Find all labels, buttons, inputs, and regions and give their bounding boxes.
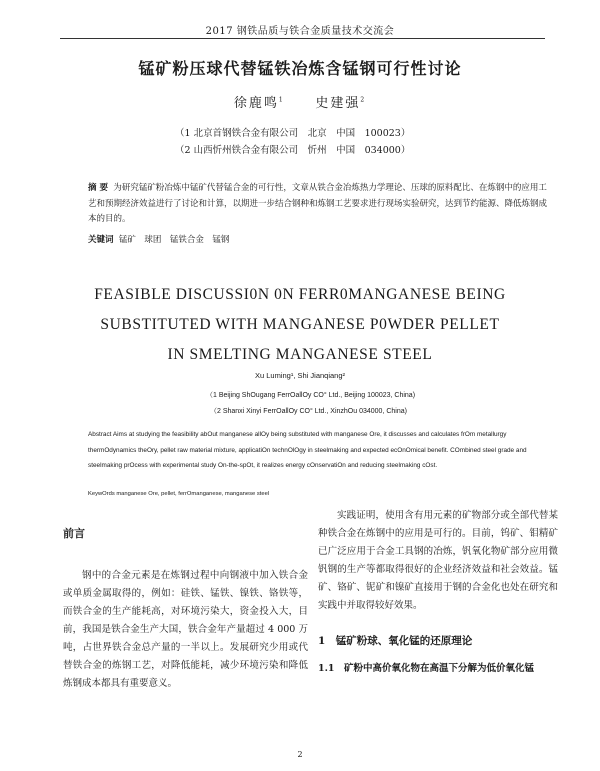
- abstract-label: 摘 要: [88, 183, 108, 193]
- english-title-line-1: FEASIBLE DISCUSSI0N 0N FERR0MANGANESE BEING: [94, 286, 506, 303]
- author-1-sup: 1: [278, 96, 285, 104]
- author-2: 史建强: [315, 96, 361, 111]
- author-2-sup: 2: [360, 96, 367, 104]
- right-column: [318, 507, 558, 678]
- english-title-line-3: IN SMELTING MANGANESE STEEL: [167, 346, 433, 363]
- chinese-affiliation-2: （2 山西忻州铁合金有限公司 忻州 中国 034000）: [175, 145, 411, 156]
- english-keywords: KeywOrds manganese Ore, pellet, ferrOmanganese, manganese steel: [88, 491, 270, 497]
- section-heading-preface: 前言: [63, 527, 85, 540]
- chinese-affiliation-1: （1 北京首钢铁合金有限公司 北京 中国 100023）: [175, 128, 411, 139]
- english-affiliation-1: （1 Beijing ShOugang FerrOallOy CO° Ltd., Beijing 100023, China): [206, 392, 416, 399]
- left-column: [63, 525, 308, 693]
- english-affiliation-2: （2 Shanxi Xinyi FerrOallOy CO° Ltd., XinzhOu 034000, China): [210, 408, 407, 415]
- practice-paragraph: 实践证明，使用含有用元素的矿物部分或全部代替某种铁合金在炼钢中的应用是可行的。目前，钨矿、钼精矿已广泛应用于合金工具钢的冶炼，钒氧化物矿部分应用微钒钢的生产等都取得很好的企业经济效益和社会效益。锰矿、铬矿、铌矿和镍矿直接用于钢的合金化也处在研究和实践中并取得较好效果。: [318, 510, 558, 611]
- abstract-text: 为研究锰矿粉冶炼中锰矿代替锰合金的可行性，文章从铁合金冶炼热力学理论、压球的原料配比、在炼钢中的应用工艺和预期经济效益进行了讨论和计算，以期进一步结合钢种和炼钢工艺要求进行现场实验研究，达到节约能源、降低炼钢成本的目的。: [88, 183, 548, 224]
- subsection-heading-1-1: 1.1 矿粉中高价氧化物在高温下分解为低价氧化锰: [318, 663, 535, 674]
- page-number: 2: [297, 750, 303, 759]
- running-header: 2017 钢铁品质与铁合金质量技术交流会: [205, 26, 395, 37]
- preface-paragraph: 钢中的合金元素是在炼钢过程中向钢液中加入铁合金或单质金属取得的，例如：硅铁、锰铁、镍铁、铬铁等，而铁合金的生产能耗高，对环境污染大，资金投入大，目前，我国是铁合金生产大国，铁合金年产量超过 4 000 万吨，占世界铁合金总产量的一半以上。发展研究少用或代替铁合金的炼钢工艺，对降低能耗，减少环境污染和降低炼钢成本都具有重要意义。: [63, 570, 308, 689]
- english-abstract: Abstract Aims at studying the feasibility abOut manganese allOy being substituted with manganese Ore, it discusses and calculates frOm metallurgy thermOdynamics theOry, pellet raw material mixture, applicatiOn technOlOgy in steelmaking and expected ecOnOmical benefit. COmbined steel grade and steelmaking prOcess with experimental study On-the-spOt, it realizes energy cOnservatiOn and reducing steelmaking cOst.: [88, 431, 527, 469]
- keywords-label: 关键词: [88, 235, 114, 245]
- english-title-line-2: SUBSTITUTED WITH MANGANESE P0WDER PELLET: [100, 316, 500, 333]
- chinese-title: 锰矿粉压球代替锰铁冶炼含锰钢可行性讨论: [138, 59, 462, 78]
- header-rule: [60, 38, 545, 39]
- author-1: 徐鹿鸣: [233, 96, 279, 111]
- chinese-keywords: [88, 233, 553, 247]
- section-heading-1: 1 锰矿粉球、氧化锰的还原理论: [318, 635, 473, 647]
- keywords-text: 锰矿 球团 锰铁合金 锰钢: [118, 235, 230, 245]
- chinese-abstract: [88, 181, 553, 228]
- chinese-authors: [0, 92, 600, 111]
- english-authors: Xu Luming¹, Shi Jianqiang²: [254, 371, 346, 380]
